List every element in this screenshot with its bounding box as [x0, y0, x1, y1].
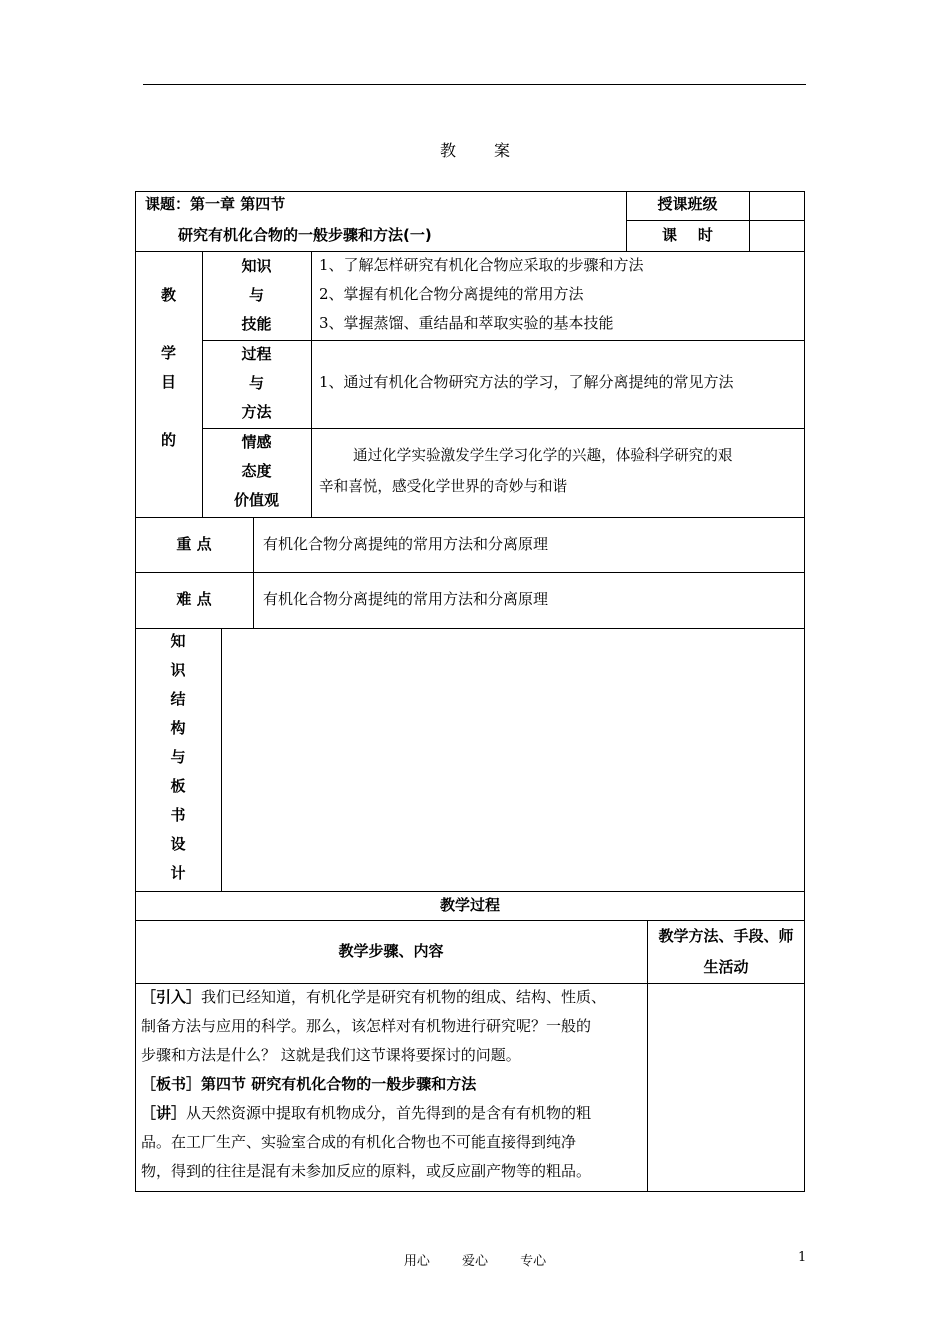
rule-class-value-left: [749, 191, 750, 251]
rule-keypoint-label: [253, 517, 254, 628]
content-line: ［引入］我们已经知道，有机化学是研究有机物的组成、结构、性质、: [141, 988, 607, 1006]
structure-char: 构: [170, 719, 186, 737]
objectives-char: 的: [160, 431, 176, 449]
objectives-char: 教: [160, 286, 176, 304]
content-line: ［讲］从天然资源中提取有机物成分，首先得到的是含有有机物的粗: [141, 1104, 592, 1122]
page-number: 1: [798, 1250, 807, 1265]
structure-char: 计: [170, 864, 186, 882]
process-label: [202, 340, 311, 427]
knowledge-label-line: 知识: [241, 257, 272, 275]
footer-item: 爱心: [461, 1254, 488, 1269]
emotion-line-1: 通过化学实验激发学生学习化学的兴趣，体验科学研究的艰: [353, 447, 733, 464]
rule-process-title-bottom: [135, 920, 805, 921]
process-title: 教学过程: [439, 896, 500, 914]
footer-item: 用心: [403, 1254, 430, 1269]
lesson-content: [141, 983, 646, 1186]
emotion-label-line: 情感: [241, 433, 272, 451]
process-label-line: 与: [248, 374, 264, 392]
rule-structure-label: [221, 628, 222, 891]
knowledge-item-3: 3、掌握蒸馏、重结晶和萃取实验的基本技能: [319, 314, 614, 332]
structure-char: 书: [170, 806, 186, 824]
emotion-label-line: 态度: [241, 462, 272, 480]
knowledge-label-line: 与: [248, 286, 264, 304]
knowledge-label: [202, 252, 311, 339]
content-line: 制备方法与应用的科学。那么，该怎样对有机物进行研究呢？一般的: [141, 1017, 592, 1035]
structure-char: 识: [170, 661, 186, 679]
difficulty-label: 难 点: [176, 590, 212, 608]
column-methods-line: 生活动: [703, 958, 749, 976]
class-label: 授课班级: [657, 195, 718, 213]
column-steps: 教学步骤、内容: [338, 942, 444, 960]
structure-char: 知: [170, 632, 186, 650]
topic-line-2: 研究有机化合物的一般步骤和方法(一): [178, 226, 432, 244]
rule-difficulty-bottom: [135, 628, 805, 629]
structure-char: 结: [170, 690, 186, 708]
content-line: 品。在工厂生产、实验室合成的有机化合物也不可能直接得到纯净: [141, 1133, 577, 1151]
page-footer: [0, 1250, 950, 1269]
objectives-char: 学: [160, 344, 176, 362]
content-line: 步骤和方法是什么？ 这就是我们这节课将要探讨的问题。: [141, 1046, 521, 1064]
rule-objectives-bottom: [135, 517, 805, 518]
structure-char: 设: [170, 835, 186, 853]
key-point-text: 有机化合物分离提纯的常用方法和分离原理: [263, 535, 549, 553]
structure-label: [135, 627, 221, 888]
rule-objectives-label: [311, 251, 312, 517]
title-char-2: 案: [494, 141, 511, 160]
content-line: 物，得到的往往是混有未参加反应的原料，或反应副产物等的粗品。: [141, 1162, 592, 1180]
column-methods: [647, 922, 805, 982]
header-rule: [143, 84, 806, 85]
footer-item: 专心: [520, 1254, 547, 1269]
page-title: [0, 138, 950, 161]
process-label-line: 过程: [241, 345, 272, 363]
structure-char: 板: [170, 777, 186, 795]
structure-char: 与: [170, 748, 186, 766]
process-item-1: 1、通过有机化合物研究方法的学习，了解分离提纯的常见方法: [319, 373, 734, 391]
title-char-1: 教: [439, 141, 456, 160]
process-label-line: 方法: [241, 403, 272, 421]
emotion-line-2: 辛和喜悦，感受化学世界的奇妙与和谐: [319, 478, 568, 495]
knowledge-item-1: 1、了解怎样研究有机化合物应采取的步骤和方法: [319, 256, 644, 274]
objectives-group-label: [135, 281, 202, 455]
knowledge-item-2: 2、掌握有机化合物分离提纯的常用方法: [319, 285, 584, 303]
topic-line-1: 课题：第一章 第四节: [145, 195, 286, 213]
content-line: ［板书］第四节 研究有机化合物的一般步骤和方法: [141, 1075, 477, 1093]
key-point-label: 重 点: [176, 535, 212, 553]
emotion-label: [202, 428, 311, 515]
emotion-label-line: 价值观: [233, 491, 279, 509]
period-label: 课 时: [662, 226, 713, 244]
objectives-char: 目: [160, 373, 176, 391]
difficulty-text: 有机化合物分离提纯的常用方法和分离原理: [263, 590, 549, 608]
column-methods-line: 教学方法、手段、师: [658, 927, 794, 945]
rule-keypoint-bottom: [135, 572, 805, 573]
knowledge-label-line: 技能: [241, 315, 272, 333]
